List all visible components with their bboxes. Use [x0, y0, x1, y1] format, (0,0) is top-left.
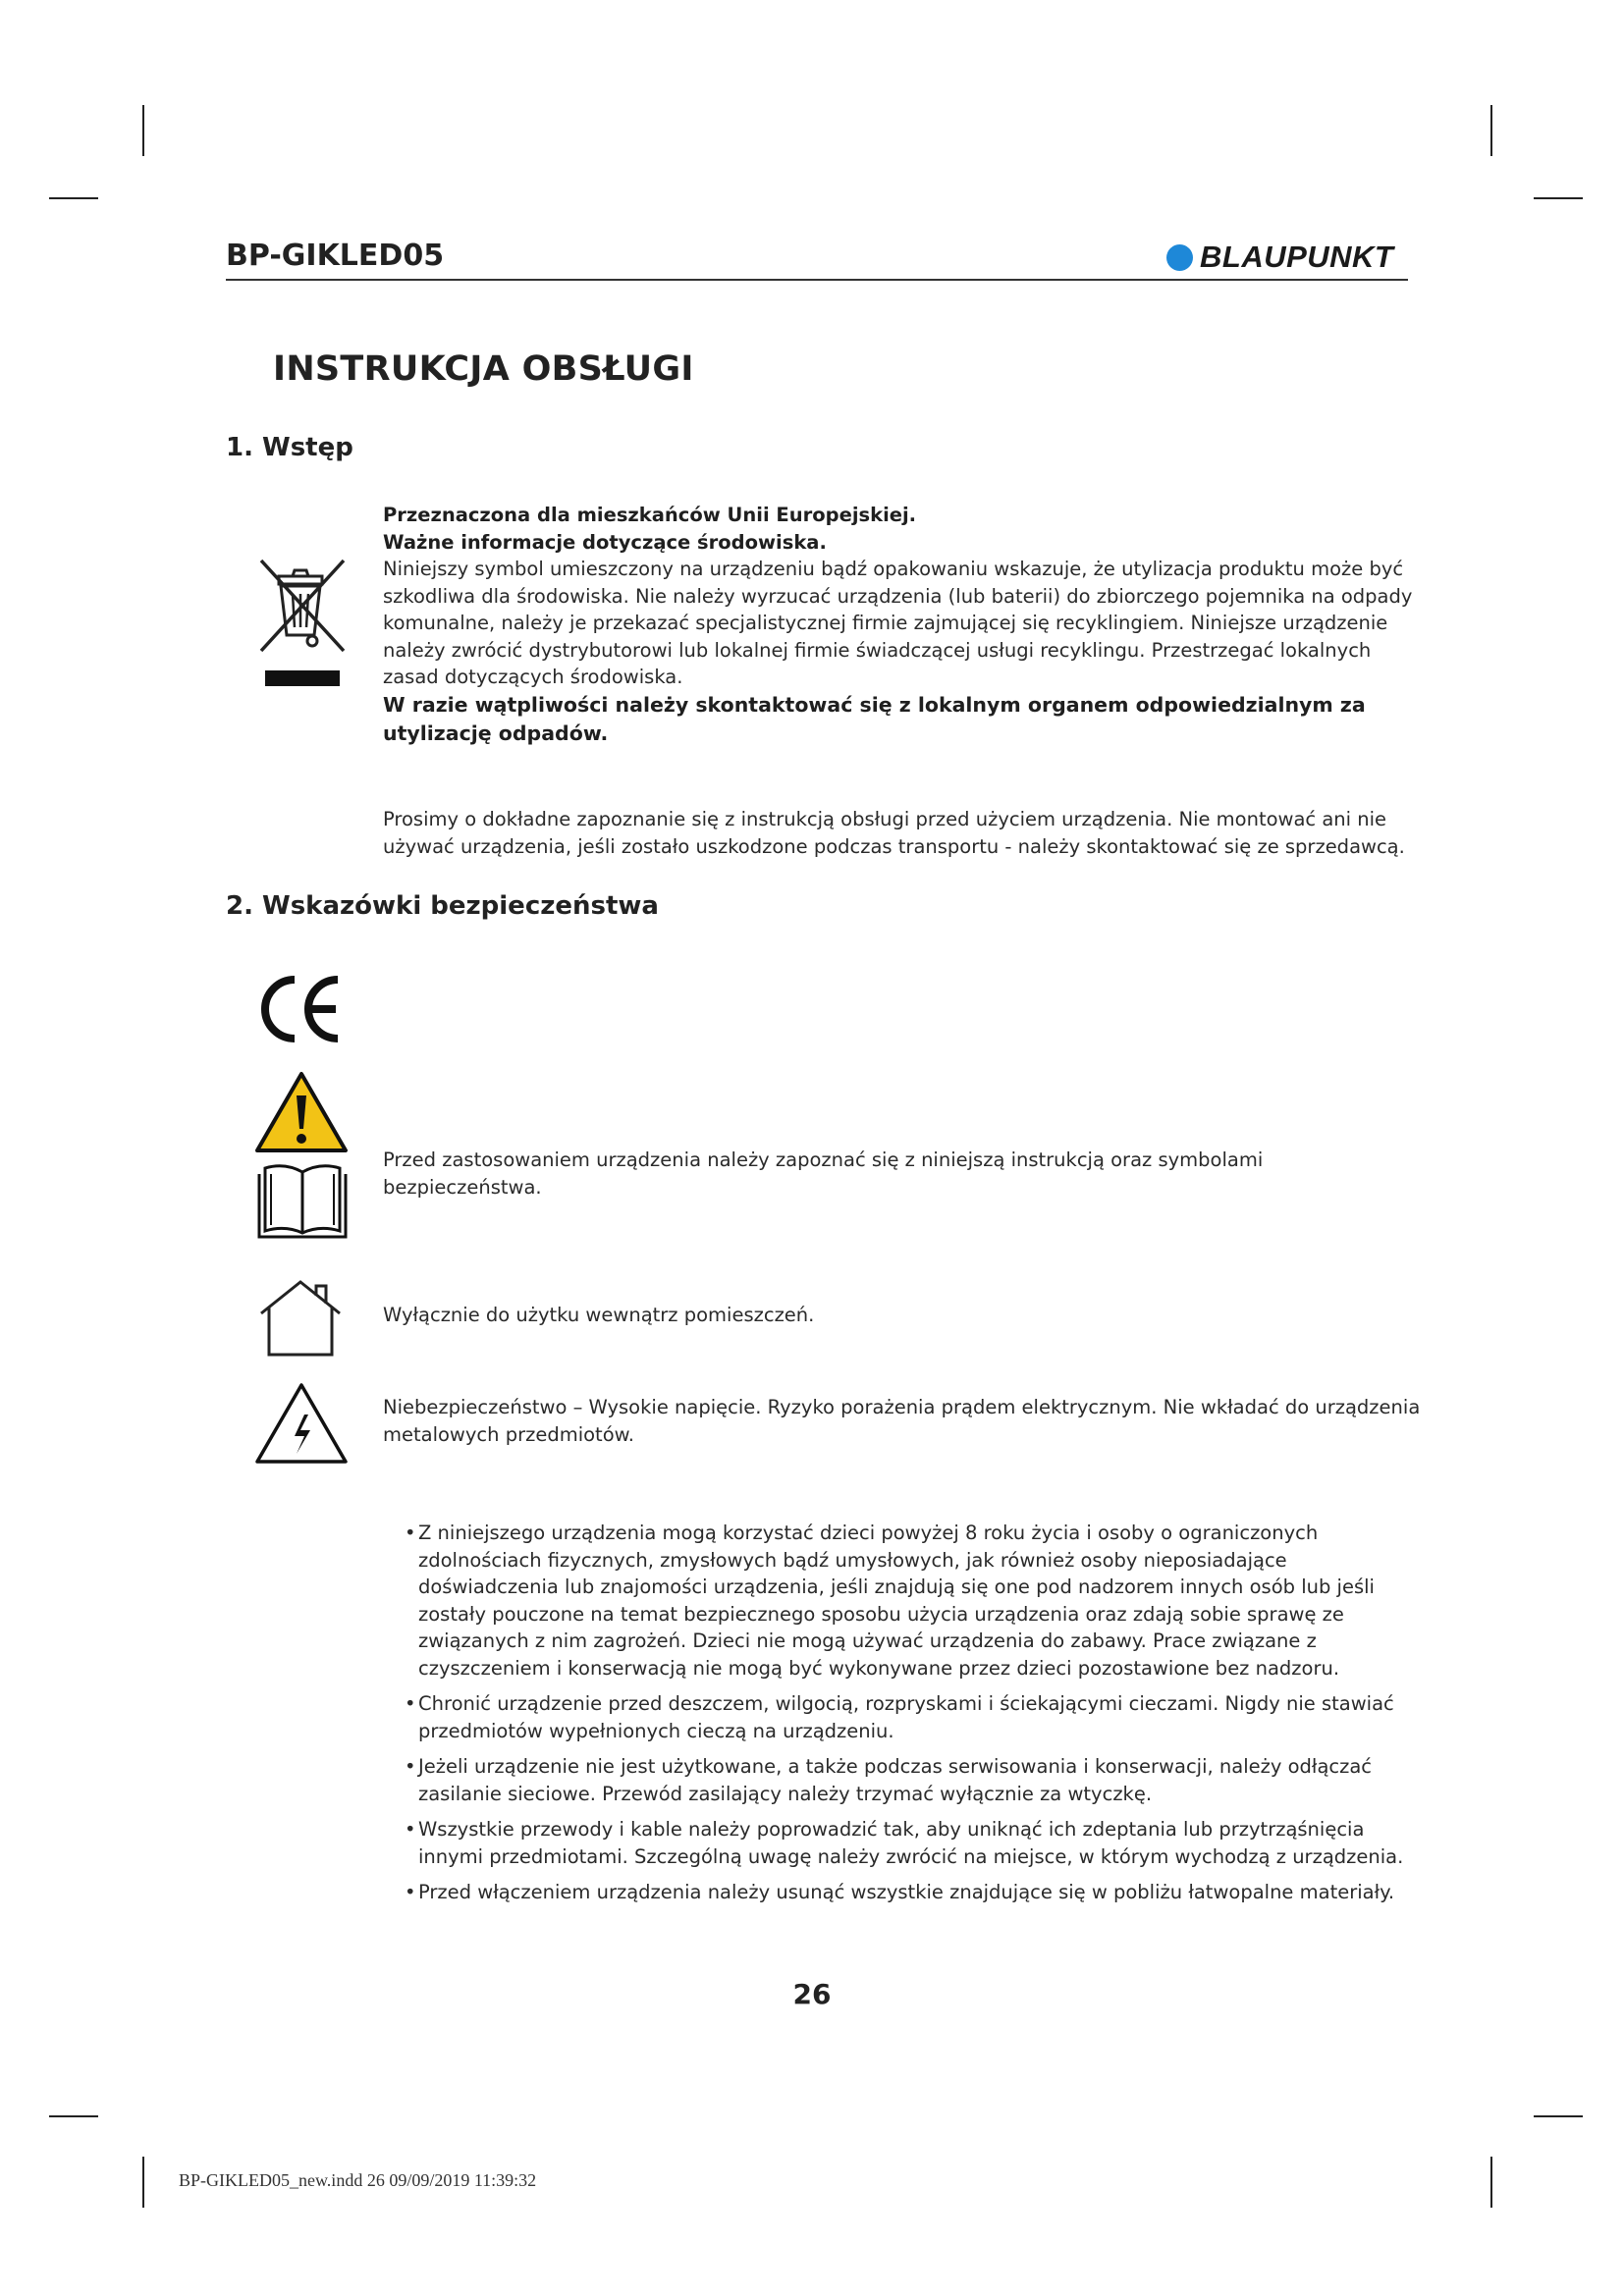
crop-mark-left-lower	[49, 2115, 98, 2117]
list-item: • Przed włączeniem urządzenia należy usunąć wszystkie znajdujące się w pobliżu łatwopalne materiały.	[405, 1881, 1395, 1903]
list-item: • Chronić urządzenie przed deszczem, wilgocią, rozpryskami i ściekającymi cieczami. Nigdy nie stawiać przedmiotów wypełnionych cieczą na urządzeniu.	[405, 1692, 1394, 1742]
house-icon	[253, 1278, 348, 1359]
note-read-manual: Przed zastosowaniem urządzenia należy zapoznać się z niniejszą instrukcją oraz symbolami bezpieczeństwa.	[383, 1148, 1264, 1199]
list-item: • Jeżeli urządzenie nie jest użytkowane, a także podczas serwisowania i konserwacji, należy odłączać zasilanie sieciowe. Przewód zasilający należy trzymać wyłącznie za wtyczkę.	[405, 1755, 1373, 1805]
weee-title-env: Ważne informacje dotyczące środowiska.	[383, 530, 827, 554]
crop-mark-top-left	[142, 105, 144, 156]
safety-bullet-list	[393, 1520, 1424, 1915]
list-item-text: Wszystkie przewody i kable należy poprowadzić tak, aby uniknąć ich zdeptania lub przytrząśnięcia innymi przedmiotami. Szczególną uwagę należy zwrócić na miejsce, w którym wychodzą z urządzenia.	[418, 1818, 1404, 1868]
brand-logo	[1166, 240, 1393, 275]
crop-mark-top-right	[1490, 105, 1492, 156]
weee-warning: W razie wątpliwości należy skontaktować się z lokalnym organem odpowiedzialnym za utylizację odpadów.	[383, 692, 1366, 745]
page-number: 26	[792, 1978, 832, 2010]
crop-mark-left-upper	[49, 197, 98, 199]
brand-dot-icon	[1166, 244, 1193, 271]
crossed-out-wheelie-bin-icon	[253, 555, 352, 692]
header-rule	[226, 279, 1408, 281]
weee-body: Niniejszy symbol umieszczony na urządzeniu bądź opakowaniu wskazuje, że utylizacja produktu może być szkodliwa dla środowiska. Nie należy wyrzucać urządzenia (lub baterii) do zbiorczego pojemnika na odpady komunalne, należy je przekazać specjalistycznej firmie zajmującej się recyklingiem. Niniejsze urządzenie należy zwrócić dystrybutorowi lub lokalnej firmie świadczącej usługi recyklingu. Przestrzegać lokalnych zasad dotyczących środowiska.	[383, 558, 1413, 688]
list-item: • Wszystkie przewody i kable należy poprowadzić tak, aby uniknąć ich zdeptania lub przytrząśnięcia innymi przedmiotami. Szczególną uwagę należy zwrócić na miejsce, w którym wychodzą z urządzenia.	[405, 1818, 1404, 1868]
section-heading-safety: 2. Wskazówki bezpieczeństwa	[226, 891, 659, 921]
list-item-text: Z niniejszego urządzenia mogą korzystać dzieci powyżej 8 roku życia i osoby o ograniczonych zdolnościach fizycznych, zmysłowych bądź umysłowych, jak również osoby nieposiadające doświadczenia lub znajomości urządzenia, jeśli znajdują się one pod nadzorem innych osób lub jeśli zostały pouczone na temat bezpiecznego sposobu użycia urządzenia oraz zdają sobie sprawę ze związanych z nim zagrożeń. Dzieci nie mogą używać urządzenia do zabawy. Prace związane z czyszczeniem i konserwacją nie mogą być wykonywane przez dzieci pozostawione bez nadzoru.	[418, 1522, 1375, 1680]
warning-triangle-icon	[253, 1070, 350, 1154]
model-number: BP-GIKLED05	[226, 239, 445, 273]
crop-mark-right-lower	[1534, 2115, 1583, 2117]
list-item-text: Chronić urządzenie przed deszczem, wilgocią, rozpryskami i ściekającymi cieczami. Nigdy nie stawiać przedmiotów wypełnionych cieczą na urządzeniu.	[418, 1692, 1394, 1742]
open-book-icon	[253, 1164, 352, 1243]
section-heading-intro: 1. Wstęp	[226, 433, 353, 462]
list-item: • Z niniejszego urządzenia mogą korzystać dzieci powyżej 8 roku życia i osoby o ograniczonych zdolnościach fizycznych, zmysłowych bądź umysłowych, jak również osoby nieposiadające doświadczenia lub znajomości urządzenia, jeśli znajdują się one pod nadzorem innych osób lub jeśli zostały pouczone na temat bezpiecznego sposobu użycia urządzenia oraz zdają sobie sprawę ze związanych z nim zagrożeń. Dzieci nie mogą używać urządzenia do zabawy. Prace związane z czyszczeniem i konserwacją nie mogą być wykonywane przez dzieci pozostawione bez nadzoru.	[405, 1522, 1375, 1680]
note-high-voltage: Niebezpieczeństwo – Wysokie napięcie. Ryzyko porażenia prądem elektrycznym. Nie wkładać do urządzenia metalowych przedmiotów.	[383, 1396, 1421, 1446]
brand-name: BLAUPUNKT	[1200, 240, 1394, 274]
ce-mark-icon	[253, 970, 348, 1048]
print-slug: BP-GIKLED05_new.indd 26 09/09/2019 11:39:32	[179, 2170, 537, 2190]
weee-info	[383, 502, 1414, 748]
note-indoor-use: Wyłącznie do użytku wewnątrz pomieszczeń.	[383, 1304, 815, 1326]
page-title: INSTRUKCJA OBSŁUGI	[273, 349, 694, 389]
intro-paragraph: Prosimy o dokładne zapoznanie się z instrukcją obsługi przed użyciem urządzenia. Nie montować ani nie używać urządzenia, jeśli zostało uszkodzone podczas transportu - należy skontaktować się ze sprzedawcą.	[383, 808, 1405, 858]
list-item-text: Przed włączeniem urządzenia należy usunąć wszystkie znajdujące się w pobliżu łatwopalne materiały.	[418, 1881, 1395, 1903]
crop-mark-bottom-left	[142, 2157, 144, 2208]
high-voltage-icon	[253, 1381, 350, 1466]
list-item-text: Jeżeli urządzenie nie jest użytkowane, a także podczas serwisowania i konserwacji, należy odłączać zasilanie sieciowe. Przewód zasilający należy trzymać wyłącznie za wtyczkę.	[418, 1755, 1373, 1805]
weee-title-eu: Przeznaczona dla mieszkańców Unii Europejskiej.	[383, 504, 917, 526]
crop-mark-bottom-right	[1490, 2157, 1492, 2208]
crop-mark-right-upper	[1534, 197, 1583, 199]
